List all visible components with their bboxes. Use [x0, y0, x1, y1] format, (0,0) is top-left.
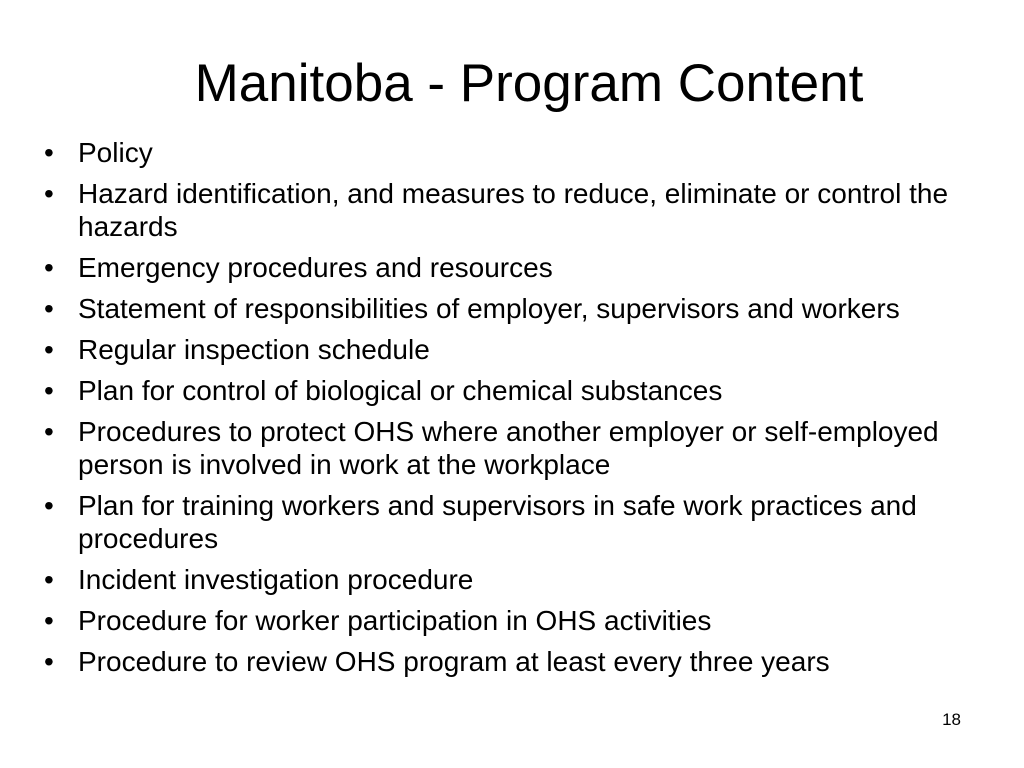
bullet-dot-icon: •: [44, 375, 54, 406]
bullet-dot-icon: •: [44, 605, 54, 636]
slide-title: Manitoba - Program Content: [194, 54, 864, 113]
bullet-text: Policy: [78, 137, 153, 168]
bullet-dot-icon: •: [44, 252, 54, 283]
bullet-item: [44, 645, 984, 678]
bullet-text: Emergency procedures and resources: [78, 252, 553, 283]
page-number: 18: [942, 710, 961, 729]
bullet-item: [44, 415, 984, 481]
bullet-text: Incident investigation procedure: [78, 564, 474, 595]
bullet-text: Regular inspection schedule: [78, 334, 430, 365]
bullet-item: [44, 489, 984, 555]
bullet-item: [44, 292, 984, 325]
bullet-item: [44, 136, 984, 169]
bullet-list: [44, 136, 984, 686]
bullet-item: [44, 333, 984, 366]
bullet-text: Plan for training workers and supervisors in safe work practices and procedures: [78, 490, 917, 554]
bullet-text: Procedures to protect OHS where another employer or self-employed person is involved in work at the workplace: [78, 416, 939, 480]
bullet-dot-icon: •: [44, 646, 54, 677]
bullet-item: [44, 177, 984, 243]
bullet-dot-icon: •: [44, 416, 54, 447]
bullet-dot-icon: •: [44, 564, 54, 595]
bullet-item: [44, 251, 984, 284]
bullet-dot-icon: •: [44, 178, 54, 209]
bullet-item: [44, 604, 984, 637]
bullet-dot-icon: •: [44, 293, 54, 324]
bullet-dot-icon: •: [44, 490, 54, 521]
bullet-text: Procedure for worker participation in OHS activities: [78, 605, 712, 636]
bullet-dot-icon: •: [44, 334, 54, 365]
bullet-text: Procedure to review OHS program at least every three years: [78, 646, 830, 677]
bullet-item: [44, 563, 984, 596]
bullet-text: Plan for control of biological or chemical substances: [78, 375, 723, 406]
bullet-text: Hazard identification, and measures to reduce, eliminate or control the hazards: [78, 178, 949, 242]
bullet-dot-icon: •: [44, 137, 54, 168]
bullet-text: Statement of responsibilities of employer, supervisors and workers: [78, 293, 900, 324]
bullet-item: [44, 374, 984, 407]
